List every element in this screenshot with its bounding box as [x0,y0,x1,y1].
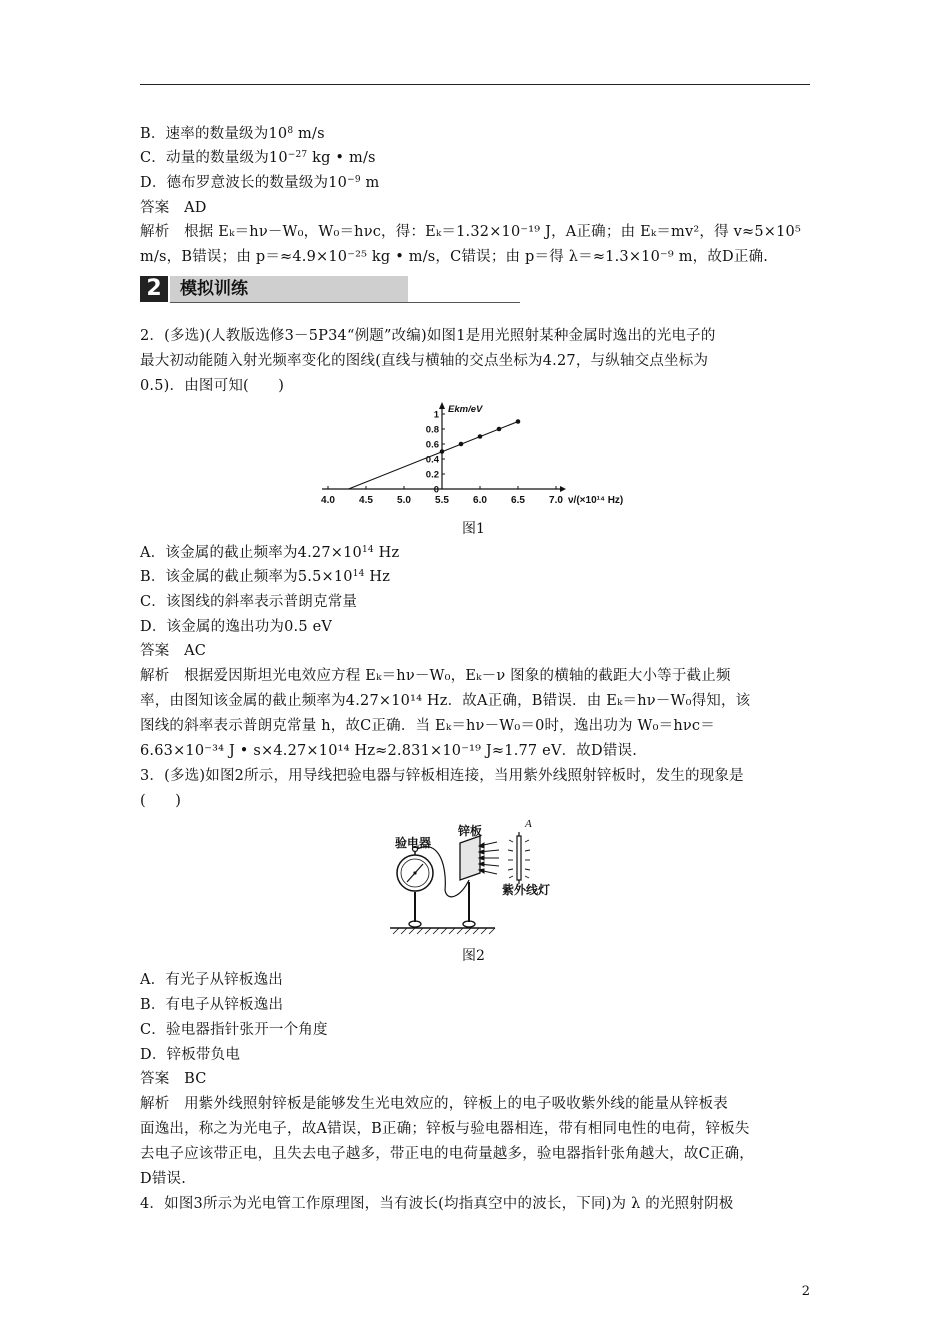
y-tick-label: 0 [433,484,439,496]
y-tick-label: 0.2 [425,469,439,481]
q3-option-c: C．验电器指针张开一个角度 [140,1022,328,1038]
y-tick-label: 0.4 [425,454,439,466]
q3-stem-line: ( ) [140,793,182,809]
q2-stem-line: 2．(多选)(人教版选修3－5P34“例题”改编)如图1是用光照射某种金属时逸出的光电子的 [140,328,716,344]
figure1-chart [310,402,650,512]
x-tick-label: 7.0 [549,495,563,506]
q2-analysis-line: 率，由图知该金属的截止频率为4.27×10¹⁴ Hz．故A正确，B错误．由 Eₖ＝hν－W₀得知，该 [140,693,751,709]
q2-option-d: D．该金属的逸出功为0.5 eV [140,619,333,635]
q1-option-d: D．德布罗意波长的数量级为$10^{-9}$ m [140,175,380,191]
zinc-plate [460,836,480,880]
x-tick-label: 5.0 [397,495,411,506]
y-tick-label: 1 [433,409,439,421]
label-electroscope: 验电器 [395,836,432,850]
section-number: 2 [140,276,168,302]
y-axis-arrow [439,402,445,409]
page-number: 2 [801,1284,810,1299]
q3-answer: 答案 BC [140,1071,207,1087]
y-tick-label: 0.8 [425,424,439,436]
section-title: 模拟训练 [180,279,248,299]
q4-stem-line: 4．如图3所示为光电管工作原理图，当有波长(均指真空中的波长，下同)为 λ 的光照射阴极 [140,1196,734,1212]
x-tick-label: 6.5 [511,495,525,506]
q3-option-a: A．有光子从锌板逸出 [140,972,283,988]
q3-analysis-line: 解析 用紫外线照射锌板是能够发生光电效应的，锌板上的电子吸收紫外线的能量从锌板表 [140,1096,728,1112]
data-point [516,419,521,424]
label-a: A [525,818,532,830]
y-tick-label: 0.6 [425,439,439,451]
q2-analysis-line: 图线的斜率表示普朗克常量 h，故C正确．当 Eₖ＝hν－W₀＝0时，逸出功为 W₀＝hνc＝ [140,718,715,734]
q1-option-b: B．速率的数量级为$10^8$ m/s [140,126,325,142]
q3-analysis-line: 去电子应该带正电，且失去电子越多，带正电的电荷量越多，验电器指针张角越大，故C正确， [140,1146,754,1162]
uv-lamp [517,836,521,880]
y-axis-label: Ekm/eV [448,404,483,415]
figure1-caption: 图1 [462,521,485,537]
data-point [497,427,502,432]
q2-option-a: A．该金属的截止频率为$4.27\times 10^{14}$ Hz [140,545,400,561]
q3-option-b: B．有电子从锌板逸出 [140,997,284,1013]
q2-analysis-line: 解析 根据爱因斯坦光电效应方程 Eₖ＝hν－W₀，Eₖ－ν 图象的横轴的截距大小等于截止频 [140,668,731,684]
figure2-caption: 图2 [462,948,485,964]
q2-answer: 答案 AC [140,643,207,659]
x-tick-label: 4.5 [359,495,373,506]
label-uv-lamp: 紫外线灯 [502,883,551,897]
x-tick-label: 6.0 [473,495,487,506]
q2-analysis-line: 6.63×10⁻³⁴ J • s×4.27×10¹⁴ Hz≈2.831×10⁻¹⁹ J≈1.77 eV．故D错误. [140,743,638,759]
x-tick-label: 5.5 [435,495,449,506]
q1-analysis-line: m/s，B错误；由 p＝≈4.9×10⁻²⁵ kg • m/s，C错误；由 p＝得 λ＝≈1.3×10⁻⁹ m，故D正确. [140,249,769,265]
header-rule [140,84,810,85]
q2-option-b: B．该金属的截止频率为$5.5\times 10^{14}$ Hz [140,569,391,585]
q3-analysis-line: D错误. [140,1171,187,1187]
electron-arrows [479,842,499,874]
q1-analysis-line: 解析 根据 Eₖ＝hν－W₀，W₀＝hνc，得：Eₖ＝1.32×10⁻¹⁹ J，A正确；由 Eₖ＝mv²，得 v≈5×10⁵ [140,224,801,240]
section-rule [170,302,520,303]
data-point [478,434,483,439]
label-zinc-plate: 锌板 [458,824,483,838]
x-axis-label: ν/(×10¹⁴ Hz) [568,495,624,506]
x-axis-arrow [560,486,566,492]
q1-answer: 答案 AD [140,200,207,216]
x-tick-label: 4.0 [321,495,335,506]
q3-analysis-line: 面逸出，称之为光电子，故A错误，B正确；锌板与验电器相连，带有相同电性的电荷，锌板失 [140,1121,750,1137]
section-header [140,276,520,302]
data-point [440,449,445,454]
q2-stem-line: 0.5)．由图可知( ) [140,378,285,394]
ground-hatch [393,928,495,934]
data-point [459,442,464,447]
q3-stem-line: 3．(多选)如图2所示，用导线把验电器与锌板相连接，当用紫外线照射锌板时，发生的现象是 [140,768,744,784]
q3-option-d: D．锌板带负电 [140,1047,241,1063]
q2-option-c: C．该图线的斜率表示普朗克常量 [140,594,358,610]
q1-option-c: C．动量的数量级为$10^{-27}$ kg • m/s [140,150,376,166]
q2-stem-line: 最大初动能随入射光频率变化的图线(直线与横轴的交点坐标为4.27，与纵轴交点坐标为 [140,353,709,369]
